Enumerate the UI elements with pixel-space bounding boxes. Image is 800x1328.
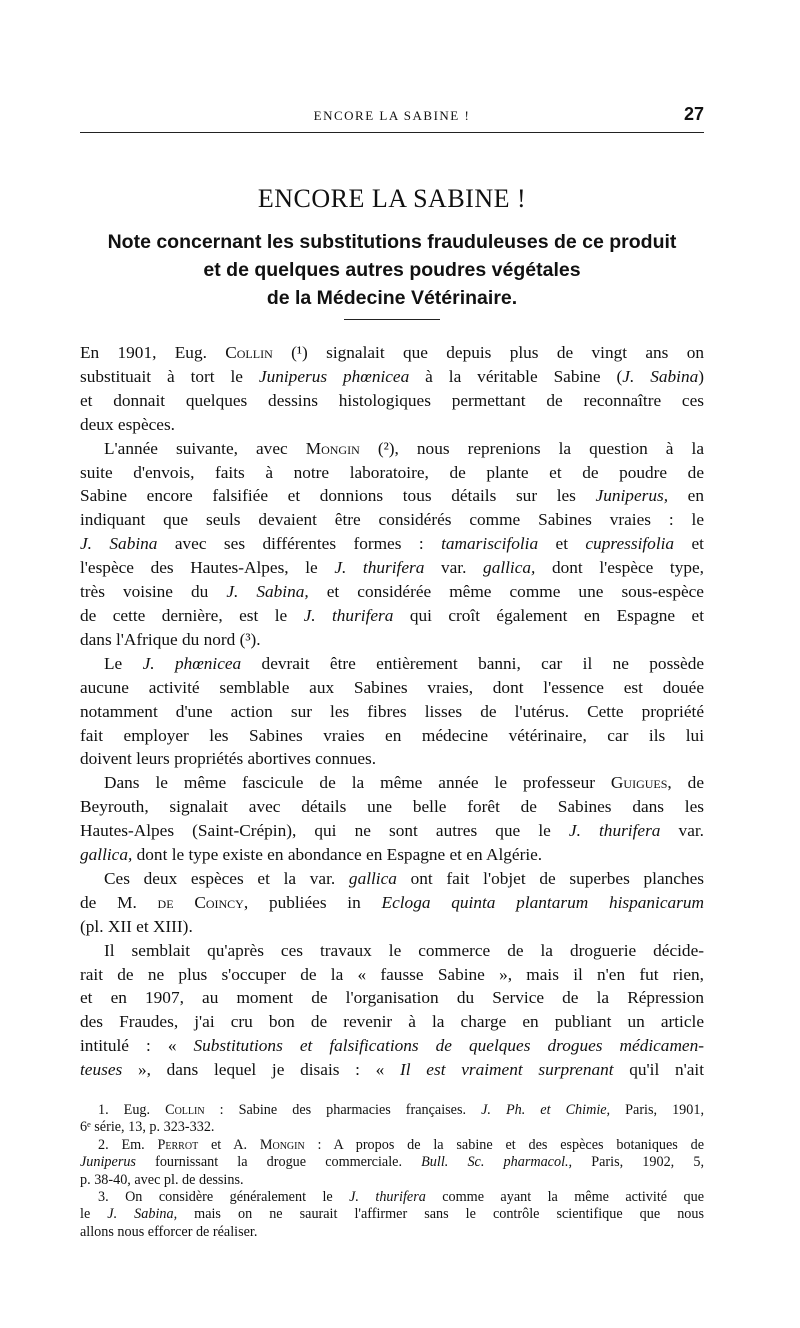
text-line: fait employer les Sabines vraies en médecine vétérinaire, car ils lui <box>80 725 704 745</box>
text-line: des Fraudes, j'ai cru bon de revenir à la charge en publiant un article <box>80 1012 704 1032</box>
text-line: Sabine encore falsifiée et donnions tous détails sur les Juniperus, en <box>80 486 704 506</box>
footnote-1-cont: 6ᵉ série, 13, p. 323-332. <box>80 1119 215 1136</box>
body-text <box>80 341 704 1082</box>
text-line: de cette dernière, est le J. thurifera qui croît également en Espagne et <box>80 605 704 625</box>
text-line: indiquant que seuls devaient être considérés comme Sabines vraies : le <box>80 510 704 530</box>
subtitle-line: Note concernant les substitutions frauduleuses de ce produit <box>107 231 677 253</box>
text-line: gallica, dont le type existe en abondance en Espagne et en Algérie. <box>80 845 543 865</box>
header-rule <box>80 132 704 133</box>
text-line: doivent leurs propriétés abortives connues. <box>80 749 377 769</box>
text-line: dans l'Afrique du nord (³). <box>80 629 261 649</box>
text-line: aucune activité semblable aux Sabines vraies, dont l'essence est douée <box>80 677 704 697</box>
text-line: Le J. phœnicea devrait être entièrement banni, car il ne possède <box>104 653 704 673</box>
footnote-1: 1. Eug. Collin : Sabine des pharmacies françaises. J. Ph. et Chimie, Paris, 1901, <box>98 1102 705 1118</box>
footnotes <box>80 1102 704 1241</box>
running-title: ENCORE LA SABINE ! <box>313 108 471 123</box>
text-line: de M. de Coincy, publiées in Ecloga quinta plantarum hispanicarum <box>80 892 705 912</box>
text-line: teuses », dans lequel je disais : « Il est vraiment surprenant qu'il n'ait <box>80 1060 705 1080</box>
article-title: ENCORE LA SABINE ! <box>257 184 527 213</box>
text-line: Il semblait qu'après ces travaux le commerce de la droguerie décide- <box>104 940 704 960</box>
footnote-3-cont: le J. Sabina, mais on ne saurait l'affirmer sans le contrôle scientifique que nous <box>80 1206 704 1223</box>
subtitle-line: et de quelques autres poudres végétales <box>203 259 581 281</box>
text-line: rait de ne plus s'occuper de la « fausse Sabine », mais il n'en fut rien, <box>80 964 704 984</box>
footnote-2-cont: p. 38-40, avec pl. de dessins. <box>80 1171 244 1188</box>
footnote-3-cont: allons nous efforcer de réaliser. <box>80 1223 258 1240</box>
text-line: J. Sabina avec ses différentes formes : tamariscifolia et cupressifolia et <box>80 534 704 554</box>
text-line: deux espèces. <box>80 414 176 434</box>
text-line: suite d'envois, faits à notre laboratoire, de plante et de poudre de <box>80 462 704 482</box>
text-line: et donnait quelques dessins histologiques permettant de reconnaître ces <box>80 390 704 410</box>
text-line: l'espèce des Hautes-Alpes, le J. thurifera var. gallica, dont l'espèce type, <box>80 558 704 578</box>
text-line: substituait à tort le Juniperus phœnicea à la véritable Sabine (J. Sabina) <box>80 366 704 386</box>
text-line: et en 1907, au moment de l'organisation du Service de la Répression <box>80 988 704 1008</box>
footnote-3: 3. On considère généralement le J. thurifera comme ayant la même activité que <box>98 1189 704 1206</box>
text-line: Hautes-Alpes (Saint-Crépin), qui ne sont autres que le J. thurifera var. <box>80 821 704 841</box>
text-line: très voisine du J. Sabina, et considérée même comme une sous-espèce <box>80 582 704 602</box>
text-line: intitulé : « Substitutions et falsifications de quelques drogues médicamen- <box>80 1036 704 1056</box>
text-line: Ces deux espèces et la var. gallica ont fait l'objet de superbes planches <box>104 868 704 888</box>
text-line: Dans le même fascicule de la même année le professeur Guigues, de <box>104 773 704 793</box>
footnote-2-cont: Juniperus fournissant la drogue commerciale. Bull. Sc. pharmacol., Paris, 1902, 5, <box>80 1154 704 1171</box>
article-subtitle <box>80 228 704 312</box>
author-name: Collin <box>225 343 273 362</box>
footnote-2: 2. Em. Perrot et A. Mongin : A propos de la sabine et des espèces botaniques de <box>98 1136 705 1153</box>
text-line: (pl. XII et XIII). <box>80 916 193 936</box>
page-number: 27 <box>683 104 704 124</box>
text-line: notamment d'une action sur les fibres lisses de l'utérus. Cette propriété <box>80 701 704 721</box>
text-line: Beyrouth, signalait avec détails une belle forêt de Sabines dans les <box>80 797 704 817</box>
author-name: Coincy <box>194 892 244 912</box>
running-head <box>80 104 704 128</box>
title-rule <box>344 319 440 320</box>
subtitle-line: de la Médecine Vétérinaire. <box>266 287 518 309</box>
text-line: En 1901, Eug. Collin (¹) signalait que depuis plus de vingt ans on <box>80 343 704 362</box>
text-line: L'année suivante, avec Mongin (²), nous reprenions la question à la <box>104 438 704 458</box>
author-name: Guigues <box>610 773 668 793</box>
author-name: Mongin <box>305 438 360 458</box>
